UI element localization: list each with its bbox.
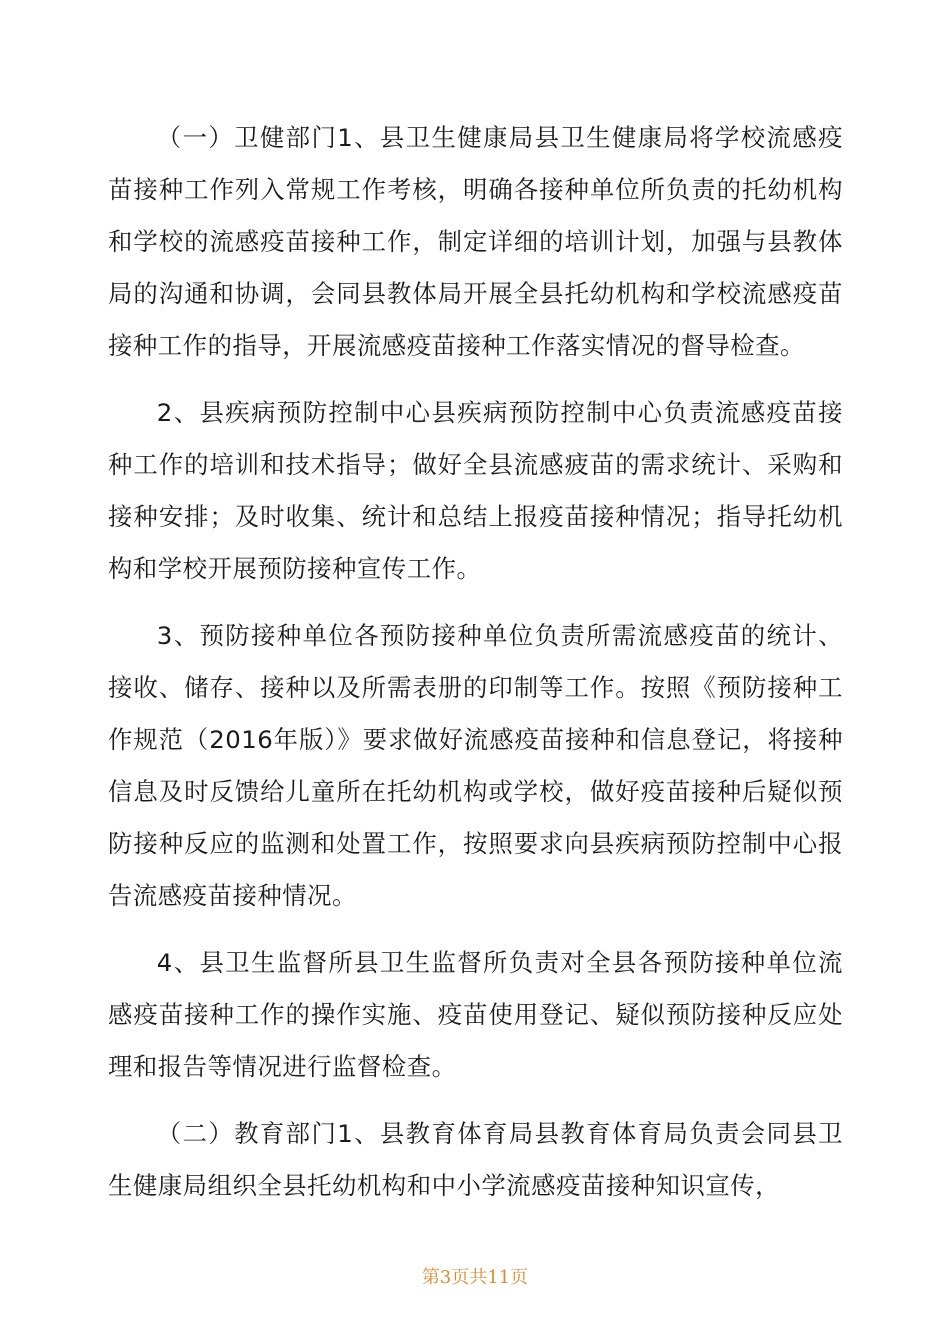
paragraph-health-department: （一）卫健部门1、县卫生健康局县卫生健康局将学校流感疫苗接种工作列入常规工作考核，明确各接种单位所负责的托幼机构和学校的流感疫苗接种工作，制定详细的培训计划，加强与县教体局的沟通和协调，会同县教体局开展全县托幼机构和学校流感疫苗接种工作的指导，开展流感疫苗接种工作落实情况的督导检查。: [108, 123, 843, 360]
page-number-footer: 第3页共11页: [421, 1267, 529, 1288]
paragraph-vaccination-units: 3、预防接种单位各预防接种单位负责所需流感疫苗的统计、接收、储存、接种以及所需表册的印制等工作。按照《预防接种工作规范（2016年版）》要求做好流感疫苗接种和信息登记，将接种信息及时反馈给儿童所在托幼机构或学校，做好疫苗接种后疑似预防接种反应的监测和处置工作，按照要求向县疾病预防控制中心报告流感疫苗接种情况。: [108, 621, 843, 910]
paragraph-health-supervision: 4、县卫生监督所县卫生监督所负责对全县各预防接种单位流感疫苗接种工作的操作实施、疫苗使用登记、疑似预防接种反应处理和报告等情况进行监督检查。: [108, 948, 843, 1081]
paragraph-education-department: （二）教育部门1、县教育体育局县教育体育局负责会同县卫生健康局组织全县托幼机构和中小学流感疫苗接种知识宣传，: [108, 1119, 843, 1200]
document-body: [108, 112, 843, 1227]
paragraph-cdc: 2、县疾病预防控制中心县疾病预防控制中心负责流感疫苗接种工作的培训和技术指导；做好全县流感疲苗的需求统计、采购和接种安排；及时收集、统计和总结上报疫苗接种情况；指导托幼机构和学校开展预防接种宣传工作。: [108, 398, 843, 583]
